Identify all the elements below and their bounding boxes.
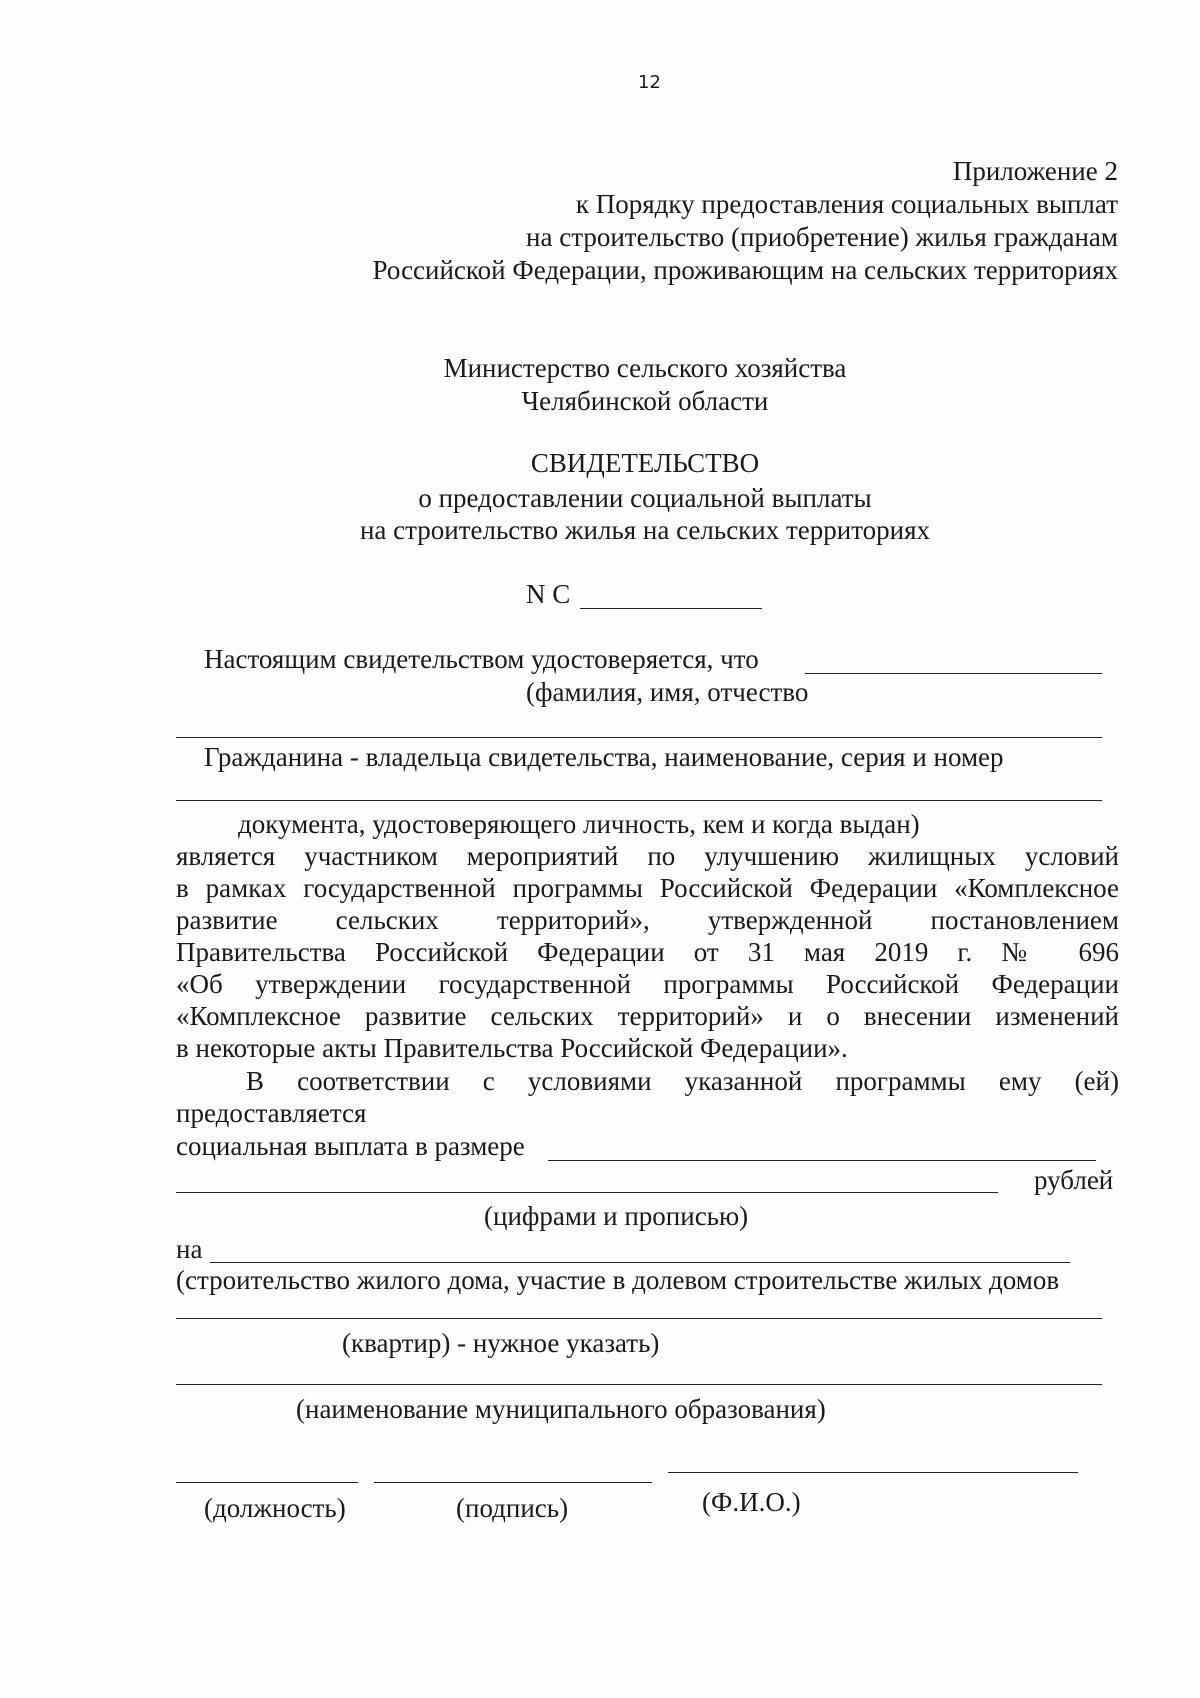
owner-field (176, 737, 1102, 738)
hint-sign-fio: (Ф.И.О.) (702, 1487, 801, 1517)
on-label: на (176, 1234, 203, 1264)
appendix-line-1: Приложение 2 (952, 156, 1118, 186)
certificate-number-label: N С (526, 579, 571, 609)
appendix-line-3: на строительство (приобретение) жилья гражданам (526, 222, 1118, 252)
certificate-title: СВИДЕТЕЛЬСТВО (530, 448, 760, 478)
payment-amount-field-2 (176, 1192, 998, 1193)
fio-sign-field (668, 1472, 1078, 1473)
hint-amount: (цифрами и прописью) (484, 1201, 749, 1231)
paragraph-line-5: «Об утверждении государственной программы Российской Федерации (176, 969, 1119, 999)
certifies-text: Настоящим свидетельством удостоверяется, что (204, 644, 759, 674)
paragraph-line-6: «Комплексное развитие сельских территорий» и о внесении изменений (176, 1001, 1119, 1031)
payment-label: социальная выплата в размере (176, 1131, 525, 1161)
purpose-field (210, 1262, 1070, 1263)
ministry-line-1: Министерство сельского хозяйства (443, 353, 847, 383)
hint-position: (должность) (204, 1493, 346, 1523)
hint-document: документа, удостоверяющего личность, кем и когда выдан) (238, 809, 920, 839)
appendix-line-2: к Порядку предоставления социальных выплат (575, 189, 1118, 219)
signature-field (374, 1482, 652, 1483)
certificate-subtitle-1: о предоставлении социальной выплаты (418, 483, 872, 513)
appendix-line-4: Российской Федерации, проживающим на сельских территориях (372, 255, 1118, 285)
position-field (176, 1482, 358, 1483)
ministry-line-2: Челябинской области (521, 386, 769, 416)
paragraph-line-3: развитие сельских территорий», утвержденной постановлением (176, 905, 1119, 935)
paragraph-line-1: является участником мероприятий по улучшению жилищных условий (176, 841, 1119, 871)
page-number: 12 (638, 72, 661, 93)
hint-purpose-1: (строительство жилого дома, участие в долевом строительстве жилых домов (176, 1265, 1060, 1295)
paragraph-line-4: Правительства Российской Федерации от 31 мая 2019 г. № 696 (176, 937, 1119, 967)
document-field (176, 800, 1102, 801)
certificate-number-field (580, 608, 762, 609)
hint-owner: Гражданина - владельца свидетельства, наименование, серия и номер (204, 742, 1004, 772)
rubles-label: рублей (1034, 1165, 1114, 1195)
hint-municipality: (наименование муниципального образования) (296, 1394, 826, 1424)
certificate-subtitle-2: на строительство жилья на сельских территориях (359, 515, 931, 545)
purpose-field-2 (176, 1318, 1102, 1319)
hint-signature: (подпись) (456, 1493, 569, 1523)
payment-amount-field-1 (548, 1160, 1096, 1161)
hint-fio: (фамилия, имя, отчество (526, 677, 809, 707)
paragraph-line-7: в некоторые акты Правительства Российской Федерации». (176, 1033, 848, 1063)
provided-text: предоставляется (176, 1098, 367, 1128)
accordance-text: В соответствии с условиями указанной программы ему (ей) (246, 1066, 1119, 1096)
hint-purpose-2: (квартир) - нужное указать) (342, 1328, 660, 1358)
paragraph-line-2: в рамках государственной программы Российской Федерации «Комплексное (176, 873, 1119, 903)
fio-field (805, 673, 1102, 674)
municipality-field (176, 1384, 1102, 1385)
